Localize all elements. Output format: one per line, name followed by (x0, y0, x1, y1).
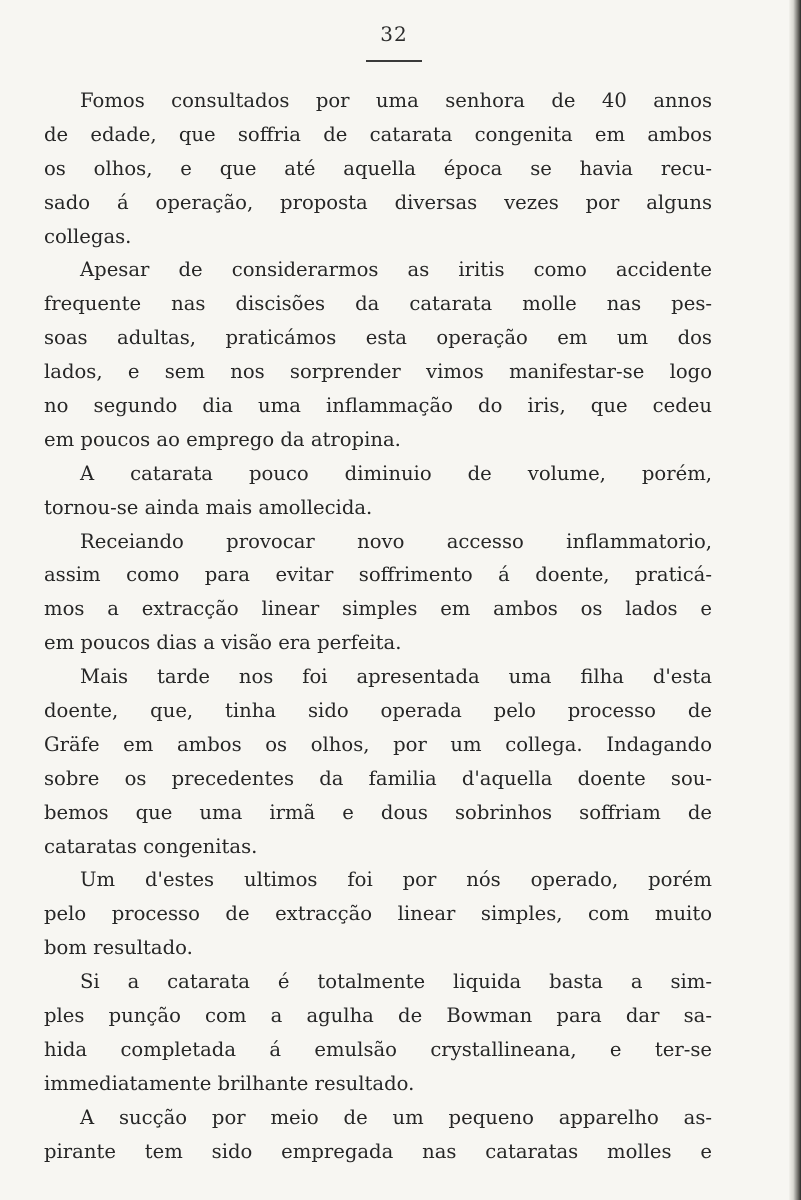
text-line: lados, e sem nos sorprender vimos manifestar-se logo (44, 360, 712, 384)
page-number-rule (366, 60, 422, 62)
page-number: 32 (380, 22, 408, 46)
text-line: tornou-se ainda mais amollecida. (44, 495, 373, 519)
text-line: Um d'estes ultimos foi por nós operado, porém (80, 868, 712, 892)
text-line: Apesar de considerarmos as iritis como accidente (80, 258, 712, 282)
text-line: no segundo dia uma inflammação do iris, que cedeu (44, 394, 712, 418)
text-line: hida completada á emulsão crystallineana, e ter-se (44, 1037, 712, 1061)
text-line: Receiando provocar novo accesso inflammatorio, (80, 529, 712, 553)
text-line: A catarata pouco diminuio de volume, porém, (80, 461, 712, 485)
text-line: de edade, que soffria de catarata congenita em ambos (44, 122, 712, 146)
text-line: bemos que uma irmã e dous sobrinhos soffriam de (44, 800, 712, 824)
text-line: Fomos consultados por uma senhora de 40 annos (80, 89, 712, 112)
text-line: Gräfe em ambos os olhos, por um collega. Indagando (44, 732, 712, 756)
text-line: bom resultado. (44, 936, 193, 960)
text-line: sado á operação, proposta diversas vezes por alguns (44, 190, 712, 214)
text-line: Mais tarde nos foi apresentada uma filha d'esta (80, 665, 712, 689)
text-line: Si a catarata é totalmente liquida basta a sim- (80, 970, 712, 994)
body-text (44, 84, 712, 1169)
text-line: em poucos dias a visão era perfeita. (44, 631, 402, 655)
text-line: os olhos, e que até aquella época se havia recu- (44, 156, 712, 180)
text-line: doente, que, tinha sido operada pelo processo de (44, 699, 712, 723)
page-edge-shadow (789, 0, 801, 1200)
text-line: em poucos ao emprego da atropina. (44, 427, 401, 451)
text-line: soas adultas, praticámos esta operação em um dos (44, 326, 712, 350)
text-line: A sucção por meio de um pequeno apparelho as- (80, 1105, 712, 1129)
text-line: collegas. (44, 224, 132, 248)
text-line: pirante tem sido empregada nas cataratas molles e (44, 1139, 712, 1163)
text-line: mos a extracção linear simples em ambos os lados e (44, 597, 712, 621)
text-line: ples punção com a agulha de Bowman para dar sa- (44, 1004, 712, 1028)
text-line: frequente nas discisões da catarata molle nas pes- (44, 292, 712, 316)
text-line: pelo processo de extracção linear simples, com muito (44, 902, 712, 926)
text-line: assim como para evitar soffrimento á doente, praticá- (44, 563, 712, 587)
text-line: cataratas congenitas. (44, 834, 258, 858)
text-line: immediatamente brilhante resultado. (44, 1071, 415, 1095)
text-line: sobre os precedentes da familia d'aquella doente sou- (44, 766, 712, 790)
